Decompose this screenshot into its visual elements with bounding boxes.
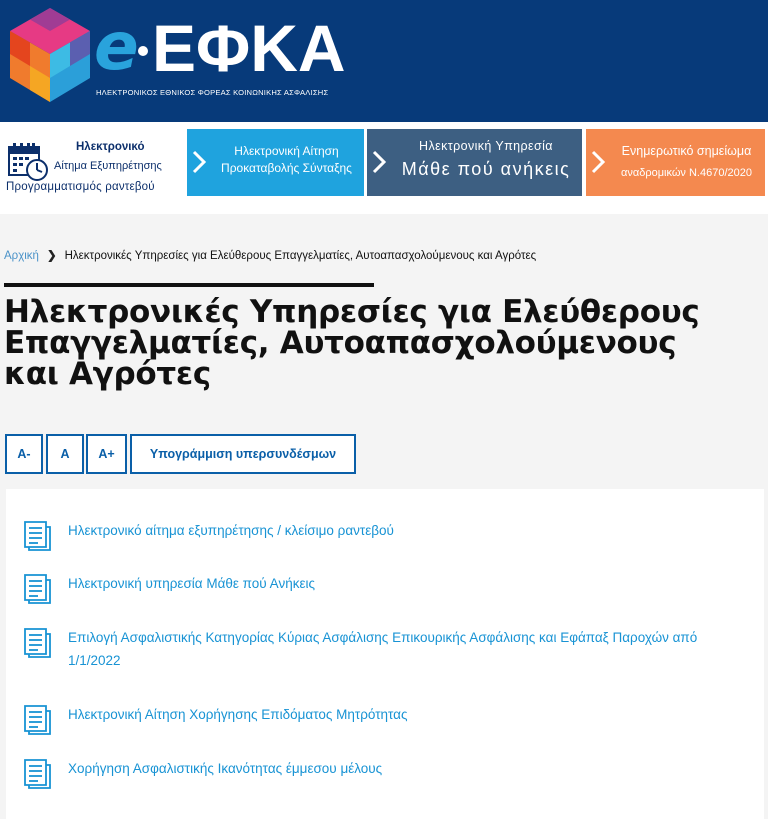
page-title: Ηλεκτρονικές Υπηρεσίες για Ελεύθερους Επαγγελματίες, Αυτοαπασχολούμενους και Αγρότες	[4, 294, 700, 392]
list-item[interactable]	[22, 703, 708, 737]
list-item[interactable]	[22, 626, 708, 672]
breadcrumb	[4, 248, 536, 262]
breadcrumb-current: Ηλεκτρονικές Υπηρεσίες για Ελεύθερους Επαγγελματίες, Αυτοαπασχολούμενους και Αγρότες	[64, 250, 537, 262]
document-icon	[22, 703, 54, 737]
service-link[interactable]: Ηλεκτρονικό αίτημα εξυπηρέτησης / κλείσιμο ραντεβού	[68, 523, 394, 538]
pension-advance-line1: Ηλεκτρονική Αίτηση	[234, 144, 339, 158]
find-where-line1: Ηλεκτρονική Υπηρεσία	[419, 139, 553, 153]
retro-notice-banner[interactable]	[586, 129, 765, 196]
service-link[interactable]: Επιλογή Ασφαλιστικής Κατηγορίας Κύριας Ασφάλισης Επικουρικής Ασφάλισης και Εφάπαξ Παροχών από 1/1/2022	[68, 630, 698, 668]
service-banner-bar	[0, 122, 768, 214]
appointment-line3: Προγραμματισμός ραντεβού	[6, 181, 155, 193]
service-link[interactable]: Χορήγηση Ασφαλιστικής Ικανότητας έμμεσου μέλους	[68, 761, 383, 776]
service-link[interactable]: Ηλεκτρονική Αίτηση Χορήγησης Επιδόματος Μητρότητας	[68, 707, 408, 722]
document-icon	[22, 626, 54, 660]
logo-dot	[138, 46, 148, 56]
efka-logo-cube-icon[interactable]	[6, 6, 94, 104]
pension-advance-banner[interactable]	[187, 129, 364, 196]
underline-links-button[interactable]: Υπογράμμιση υπερσυνδέσμων	[130, 434, 356, 474]
find-where-line2: Μάθε πού ανήκεις	[401, 159, 571, 179]
breadcrumb-home-link[interactable]: Αρχική	[4, 250, 39, 262]
retro-notice-line2: αναδρομικών Ν.4670/2020	[620, 167, 752, 179]
logo-e[interactable]: e	[94, 8, 137, 85]
document-icon	[22, 572, 54, 606]
service-link[interactable]: Ηλεκτρονική υπηρεσία Μάθε πού Ανήκεις	[68, 576, 315, 591]
list-item[interactable]	[22, 519, 708, 553]
calendar-clock-icon	[8, 141, 48, 181]
chevron-right-icon	[371, 149, 387, 175]
chevron-right-icon	[191, 149, 207, 175]
font-normal-button[interactable]: A	[46, 434, 84, 474]
title-divider	[4, 283, 374, 287]
font-increase-button[interactable]: A+	[86, 434, 127, 474]
site-header	[0, 0, 768, 122]
document-icon	[22, 519, 54, 553]
chevron-right-icon	[590, 149, 606, 175]
appointment-line2: Αίτημα Εξυπηρέτησης	[54, 160, 162, 172]
logo-title[interactable]: ΕΦΚΑ	[152, 11, 346, 85]
chevron-right-icon: ❯	[46, 250, 57, 262]
retro-notice-line1: Ενημερωτικό σημείωμα	[621, 144, 752, 158]
font-decrease-button[interactable]: A-	[5, 434, 43, 474]
document-icon	[22, 757, 54, 791]
services-list-panel	[6, 489, 764, 819]
list-item[interactable]	[22, 757, 708, 791]
appointment-banner[interactable]	[0, 129, 184, 196]
appointment-line1: Ηλεκτρονικό	[76, 141, 145, 153]
find-where-banner[interactable]	[367, 129, 582, 196]
logo-subtitle: ΗΛΕΚΤΡΟΝΙΚΟΣ ΕΘΝΙΚΟΣ ΦΟΡΕΑΣ ΚΟΙΝΩΝΙΚΗΣ ΑΣΦΑΛΙΣΗΣ	[96, 88, 329, 97]
list-item[interactable]	[22, 572, 708, 606]
pension-advance-line2: Προκαταβολής Σύνταξης	[221, 161, 352, 175]
